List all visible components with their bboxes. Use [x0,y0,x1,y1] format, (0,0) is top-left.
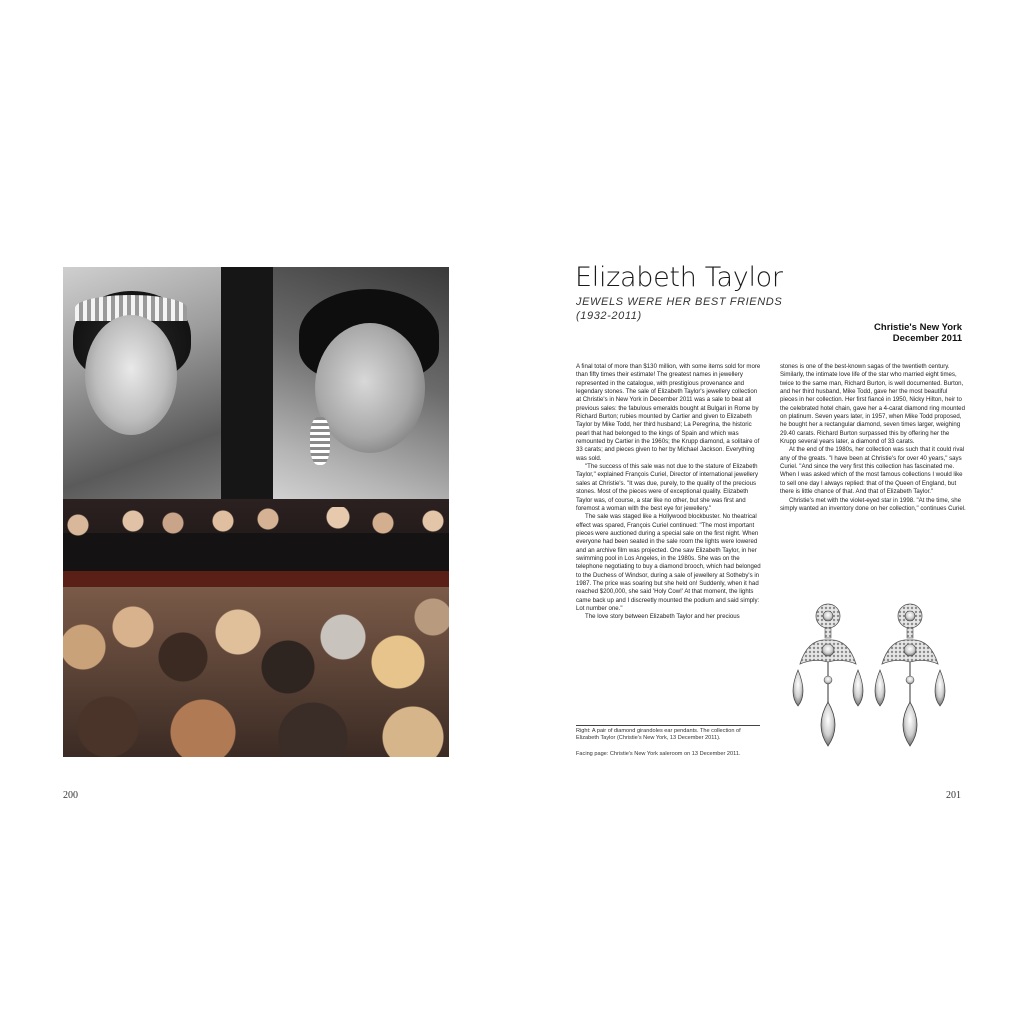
paragraph: "The success of this sale was not due to the stature of Elizabeth Taylor," explained François Curiel, Director of international jewellery sales at Christie's. "It was due, purely, to the quality of the precious stones. Most of the pieces were of exceptional quality. Elizabeth Taylor was, of course, a star like no other, but she was first and foremost a woman with the best eye for jewellery." [576,463,759,512]
paragraph: At the end of the 1980s, her collection was such that it could rival any of the greats. "I have been at Christie's for over 40 years," says Curiel. "And since the very first this collection has fascinated me. When I was asked which of the most famous collections I would like to sell one day I always replied: that of the Queen of England, but there is little chance of that. And that of Elizabeth Taylor." [780,446,965,496]
telephone-bidders [63,507,449,577]
sale-venue [874,322,962,344]
diamond-earrings-image [780,598,964,756]
article-dates: (1932-2011) [576,310,642,322]
page-number-left: 200 [63,790,78,801]
paragraph: Christie's met with the violet-eyed star in 1998. "At the time, she simply wanted an inventory done on her collection," continues Curiel. [780,496,966,512]
poster-face-left [85,315,177,435]
caption-facing: Facing page: Christie's New York saleroom on 13 December 2011. [576,751,741,757]
earring-left [793,604,863,746]
poster-earring [310,417,330,465]
earring-right [875,604,945,746]
poster-face-right [315,323,425,453]
article-subtitle: JEWELS WERE HER BEST FRIENDS [576,296,783,308]
body-column-1 [576,363,762,622]
venue-name: Christie's New York [874,322,962,333]
poster-divider [221,267,273,527]
paragraph: The love story between Elizabeth Taylor and her precious [585,613,740,621]
auction-saleroom-photo [63,267,449,757]
paragraph: A final total of more than $130 million, with some items sold for more than fifty times their estimate! The greatest names in jewellery represented in the catalogue, with prestigious provenance and legendary stones. The sale of Elizabeth Taylor's jewellery collection at Christie's in New York in December 2011 was a sale to beat all previous sales: the fabulous emeralds bought at Bulgari in Rome by Richard Burton; rubies mounted by Cartier and given to Elizabeth Taylor by Mike Todd, her third husband; La Peregrina, the historic pearl that had belonged to the kings of Spain and which was remounted by Cartier in the 1960s; the Krupp diamond, a solitaire of 33 carats; and pieces given to her by Michael Jackson. Everything was sold. [576,363,761,462]
paragraph: The sale was staged like a Hollywood blockbuster. No theatrical effect was spared, François Curiel continued: "The most important pieces were auctioned during a special sale on the first night. When everyone had been seated in the sale room the lights were lowered and an archive film was projected. One saw Elizabeth Taylor, in her swimming pool in Los Angeles, in the 1980s. She was on the telephone negotiating to buy a diamond brooch, which had belonged to the Duchess of Windsor, during a sale of jewellery at Sotheby's in 1987. The price was soaring but she held on! Suddenly, when it had reached $200,000, she said 'Holy Cow!' At that moment, the lights came back up and I discreetly mounted the podium and said simply: Lot number one." [576,513,761,612]
audience-crowd [63,587,449,757]
page-number-right: 201 [946,790,961,801]
article-title: Elizabeth Taylor [575,262,783,293]
body-column-2 [780,363,966,513]
caption-rule [576,725,760,726]
caption-right: Right: A pair of diamond girandoles ear pendants. The collection of Elizabeth Taylor (Christie's New York, 13 December 2011). [576,728,741,742]
venue-date: December 2011 [892,333,962,344]
paragraph: stones is one of the best-known sagas of the twentieth century. Similarly, the intimate love life of the star who married eight times, twice to the same man, Richard Burton, is well documented. Burton, and her third husband, Mike Todd, gave her the most beautiful pieces in her collection. Her first fiancé in 1950, Nicky Hilton, heir to the celebrated hotel chain, gave her a 4-carat diamond ring mounted on platinum. Seven years later, in 1957, when Mike Todd proposed, he bought her a rectangular diamond, seven times larger, weighing 29.40 carats. Richard Burton surpassed this by offering her the Krupp several years later, a diamond of 33 carats. [780,363,965,446]
